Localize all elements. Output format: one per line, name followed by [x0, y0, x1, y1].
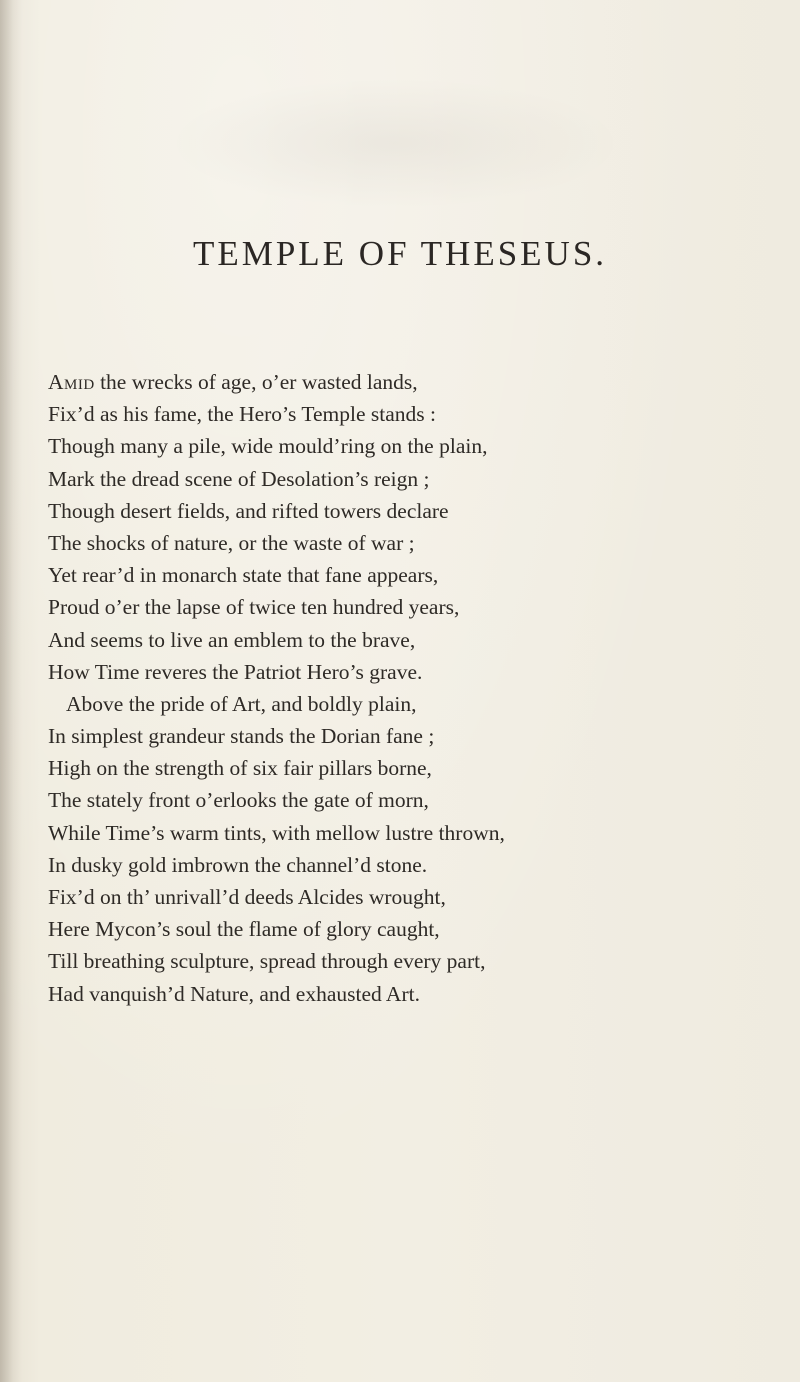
poem-line-4: Mark the dread scene of Desolation’s reign ; [48, 466, 430, 491]
poem-line-8: Proud o’er the lapse of twice ten hundred years, [48, 595, 460, 620]
poem-line-1 [48, 366, 788, 398]
poem-line-6: The shocks of nature, or the waste of war ; [48, 530, 415, 555]
poem-line-10: How Time reveres the Patriot Hero’s grave. [48, 659, 423, 684]
poem-line-7: Yet rear’d in monarch state that fane appears, [48, 563, 439, 588]
poem-line-16: In dusky gold imbrown the channel’d stone. [48, 852, 428, 877]
poem-line-5: Though desert fields, and rifted towers declare [48, 498, 449, 523]
poem-line-20: Had vanquish’d Nature, and exhausted Art. [48, 981, 420, 1006]
first-word: Amid [48, 370, 95, 394]
poem-line-18: Here Mycon’s soul the flame of glory caught, [48, 917, 440, 942]
poem-line-19: Till breathing sculpture, spread through every part, [48, 949, 486, 974]
poem-line-9: And seems to live an emblem to the brave, [48, 627, 416, 652]
page-title: TEMPLE OF THESEUS. [192, 234, 608, 273]
poem-line-13: High on the strength of six fair pillars borne, [48, 756, 432, 781]
poem-line-12: In simplest grandeur stands the Dorian fane ; [48, 724, 435, 749]
poem-line-17: Fix’d on th’ unrivall’d deeds Alcides wrought, [48, 885, 446, 909]
poem-line-2: Fix’d as his fame, the Hero’s Temple stands : [48, 402, 437, 427]
show-through-ink [170, 78, 620, 208]
gutter-shadow [0, 0, 22, 1382]
poem-line-15: While Time’s warm tints, with mellow lustre thrown, [48, 820, 505, 845]
poem-line-3: Though many a pile, wide mould’ring on the plain, [48, 434, 488, 459]
poem-line-11: Above the pride of Art, and boldly plain, [66, 691, 417, 716]
first-line-rest: the wrecks of age, o’er wasted lands, [94, 370, 418, 394]
poem [48, 366, 788, 1010]
poem-line-14: The stately front o’erlooks the gate of morn, [48, 788, 429, 813]
